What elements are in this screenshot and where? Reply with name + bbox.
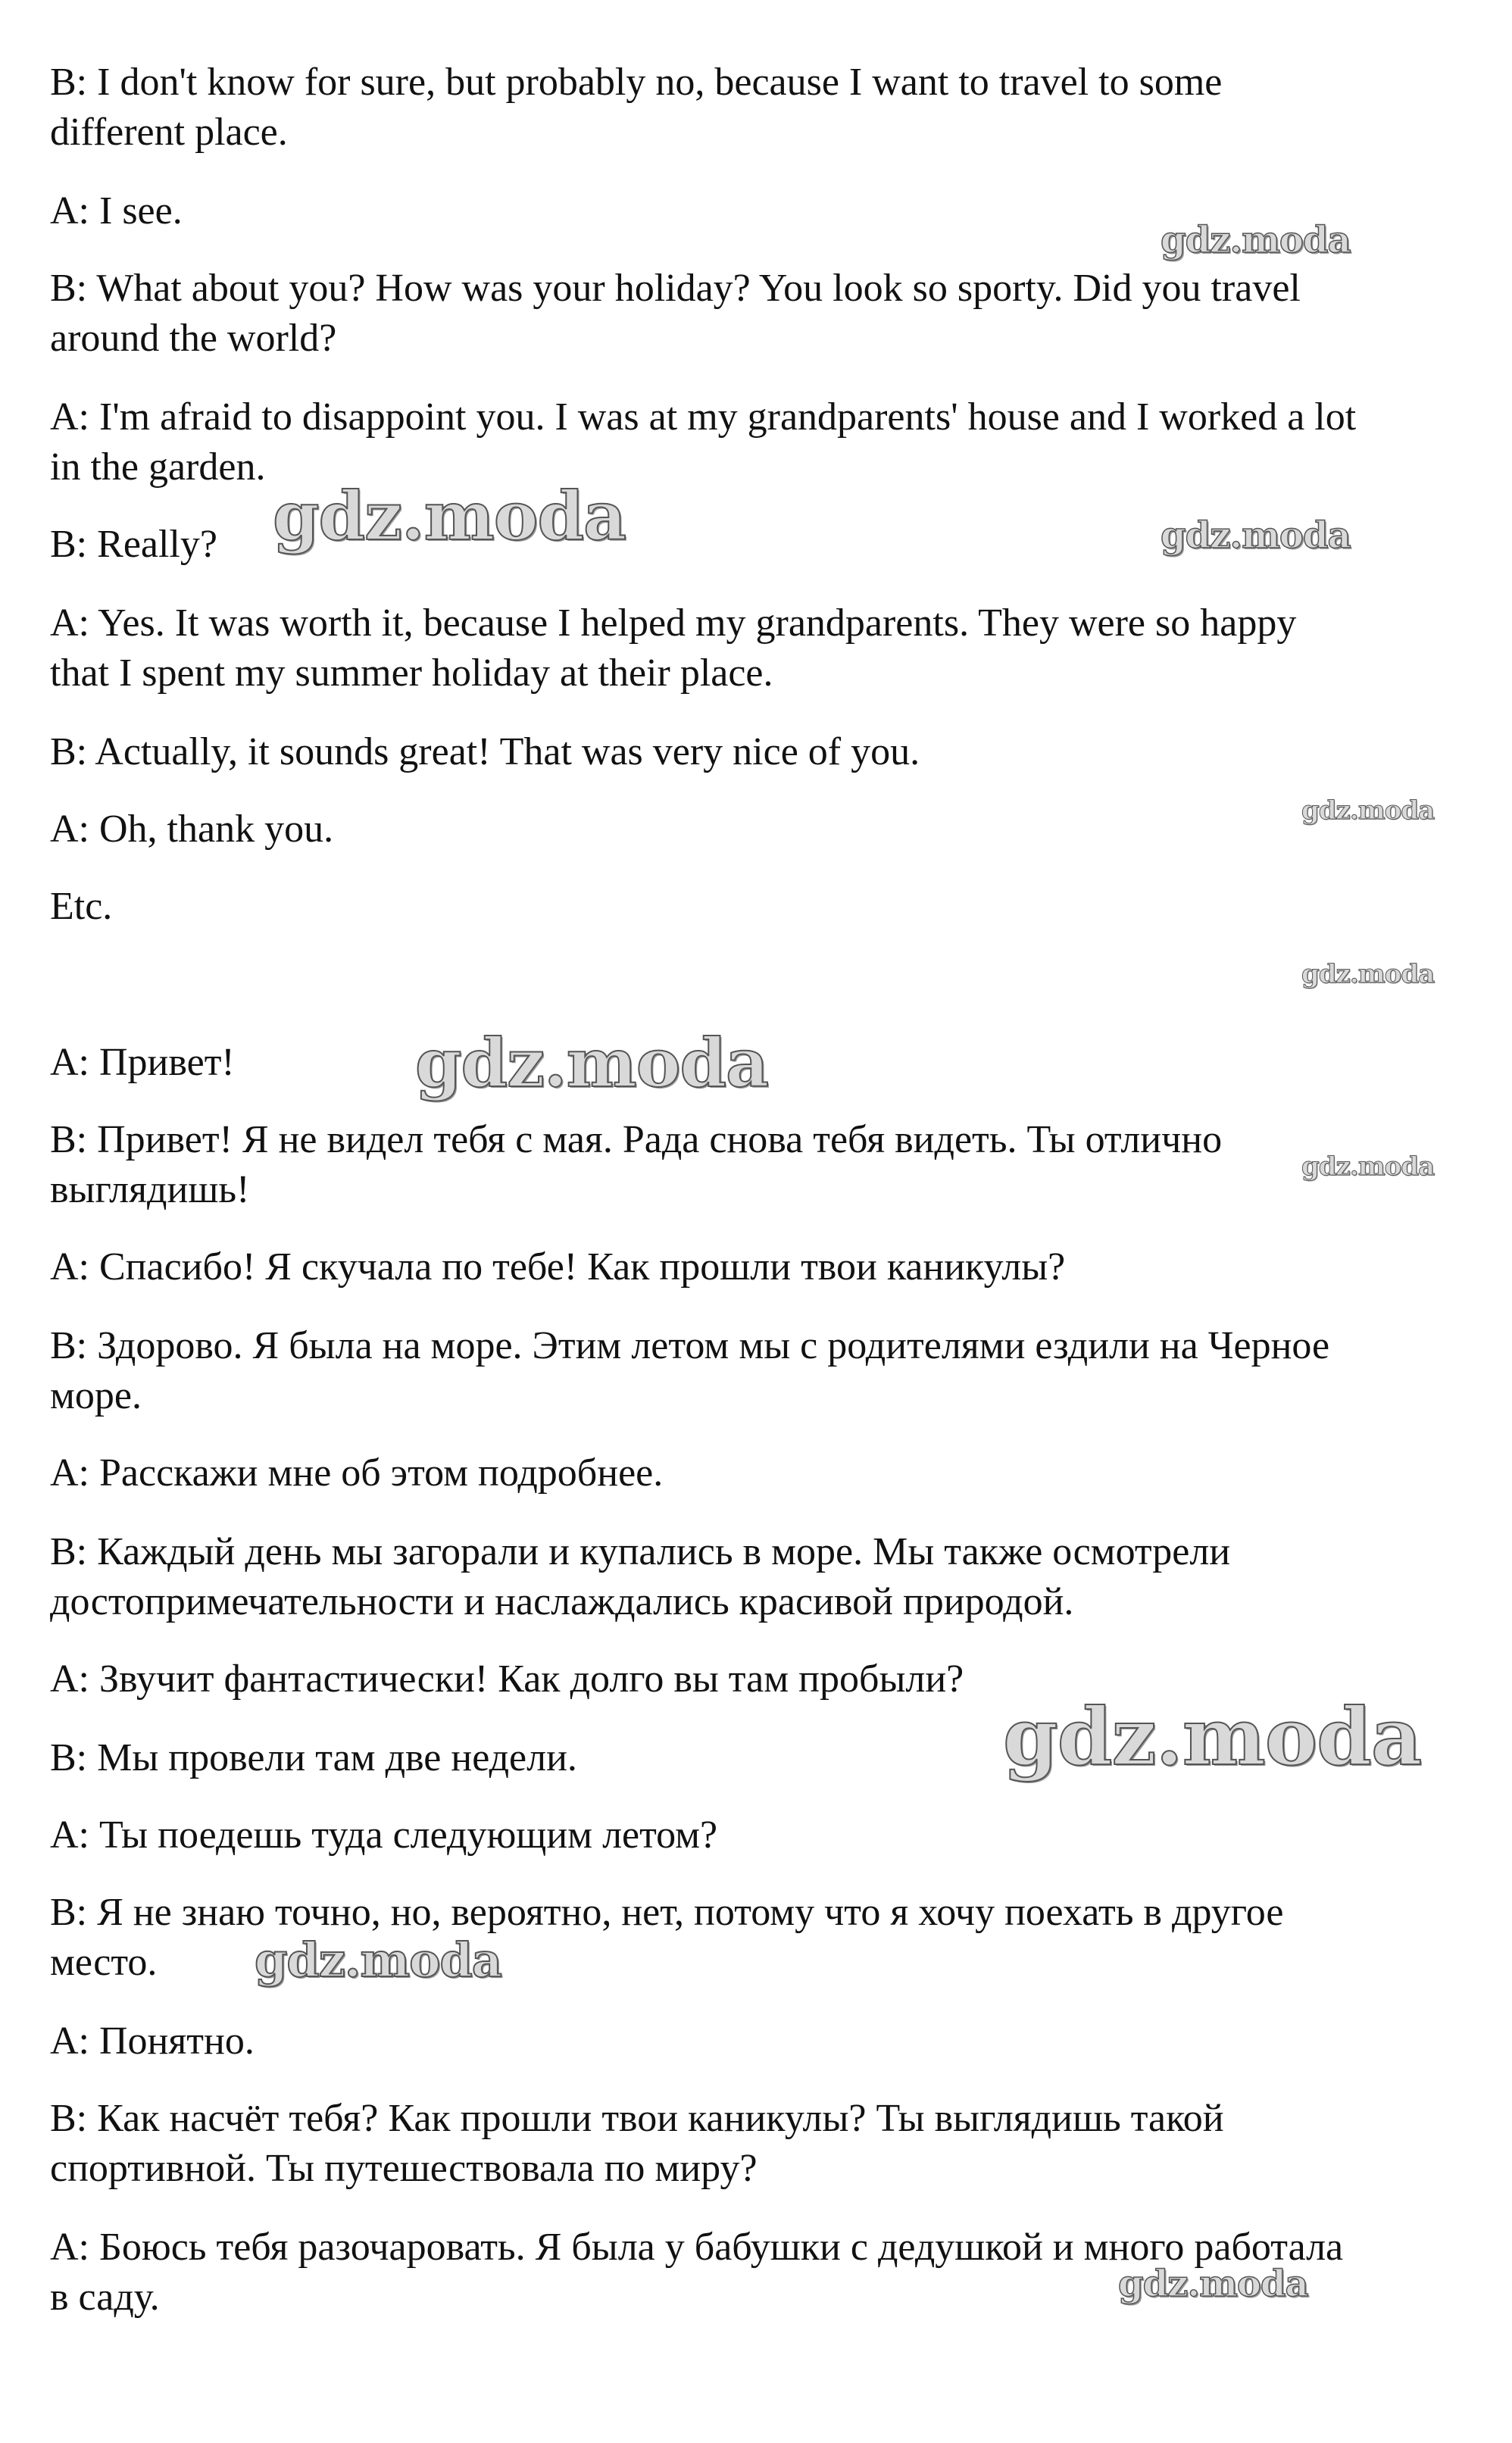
watermark: gdz.moda xyxy=(415,1023,769,1102)
watermark: gdz.moda xyxy=(1118,2263,1308,2305)
dialogue-line: B: Как насчёт тебя? Как прошли твои каникулы? Ты выглядишь такой xyxy=(50,2097,1224,2140)
dialogue-line: место. xyxy=(50,1941,158,1984)
dialogue-line: Etc. xyxy=(50,885,113,928)
dialogue-line: B: I don't know for sure, but probably no, because I want to travel to some xyxy=(50,61,1223,104)
dialogue-line: B: What about you? How was your holiday? You look so sporty. Did you travel xyxy=(50,267,1301,310)
dialogue-line: достопримечательности и наслаждались красивой природой. xyxy=(50,1580,1074,1623)
dialogue-line: B: Really? xyxy=(50,523,217,566)
dialogue-line: that I spent my summer holiday at their place. xyxy=(50,651,773,695)
dialogue-line: A: Oh, thank you. xyxy=(50,808,334,851)
watermark: gdz.moda xyxy=(1301,795,1435,826)
dialogue-line: A: Привет! xyxy=(50,1041,235,1084)
dialogue-line: B: Здорово. Я была на море. Этим летом мы с родителями ездили на Черное xyxy=(50,1324,1330,1367)
dialogue-line: different place. xyxy=(50,111,288,154)
dialogue-line: B: Actually, it sounds great! That was very nice of you. xyxy=(50,730,920,773)
watermark: gdz.moda xyxy=(1003,1690,1422,1783)
dialogue-line: B: Я не знаю точно, но, вероятно, нет, потому что я хочу поехать в другое xyxy=(50,1891,1284,1934)
dialogue-line: A: Звучит фантастически! Как долго вы там пробыли? xyxy=(50,1657,964,1701)
dialogue-line: B: Привет! Я не видел тебя с мая. Рада снова тебя видеть. Ты отлично xyxy=(50,1118,1223,1161)
dialogue-line: A: Боюсь тебя разочаровать. Я была у бабушки с дедушкой и много работала xyxy=(50,2226,1344,2269)
dialogue-line: море. xyxy=(50,1374,142,1417)
dialogue-line: A: Yes. It was worth it, because I helped my grandparents. They were so happy xyxy=(50,601,1297,645)
watermark: gdz.moda xyxy=(1161,219,1351,261)
dialogue-line: выглядишь! xyxy=(50,1168,250,1211)
dialogue-line: A: I'm afraid to disappoint you. I was at my grandparents' house and I worked a lot xyxy=(50,395,1357,439)
dialogue-line: A: Расскажи мне об этом подробнее. xyxy=(50,1451,664,1495)
dialogue-line: A: Спасибо! Я скучала по тебе! Как прошли твои каникулы? xyxy=(50,1245,1066,1289)
watermark: gdz.moda xyxy=(255,1932,501,1988)
watermark: gdz.moda xyxy=(1301,1151,1435,1182)
dialogue-line: A: I see. xyxy=(50,189,183,233)
watermark: gdz.moda xyxy=(1161,514,1351,557)
dialogue-line: A: Понятно. xyxy=(50,2020,255,2063)
dialogue-line: в саду. xyxy=(50,2276,160,2319)
dialogue-line: B: Мы провели там две недели. xyxy=(50,1736,577,1779)
dialogue-line: B: Каждый день мы загорали и купались в море. Мы также осмотрели xyxy=(50,1530,1231,1573)
dialogue-line: спортивной. Ты путешествовала по миру? xyxy=(50,2147,758,2190)
watermark: gdz.moda xyxy=(273,476,626,555)
dialogue-line: A: Ты поедешь туда следующим летом? xyxy=(50,1814,718,1857)
watermark: gdz.moda xyxy=(1301,959,1435,989)
dialogue-line: in the garden. xyxy=(50,445,266,489)
dialogue-line: around the world? xyxy=(50,317,337,360)
